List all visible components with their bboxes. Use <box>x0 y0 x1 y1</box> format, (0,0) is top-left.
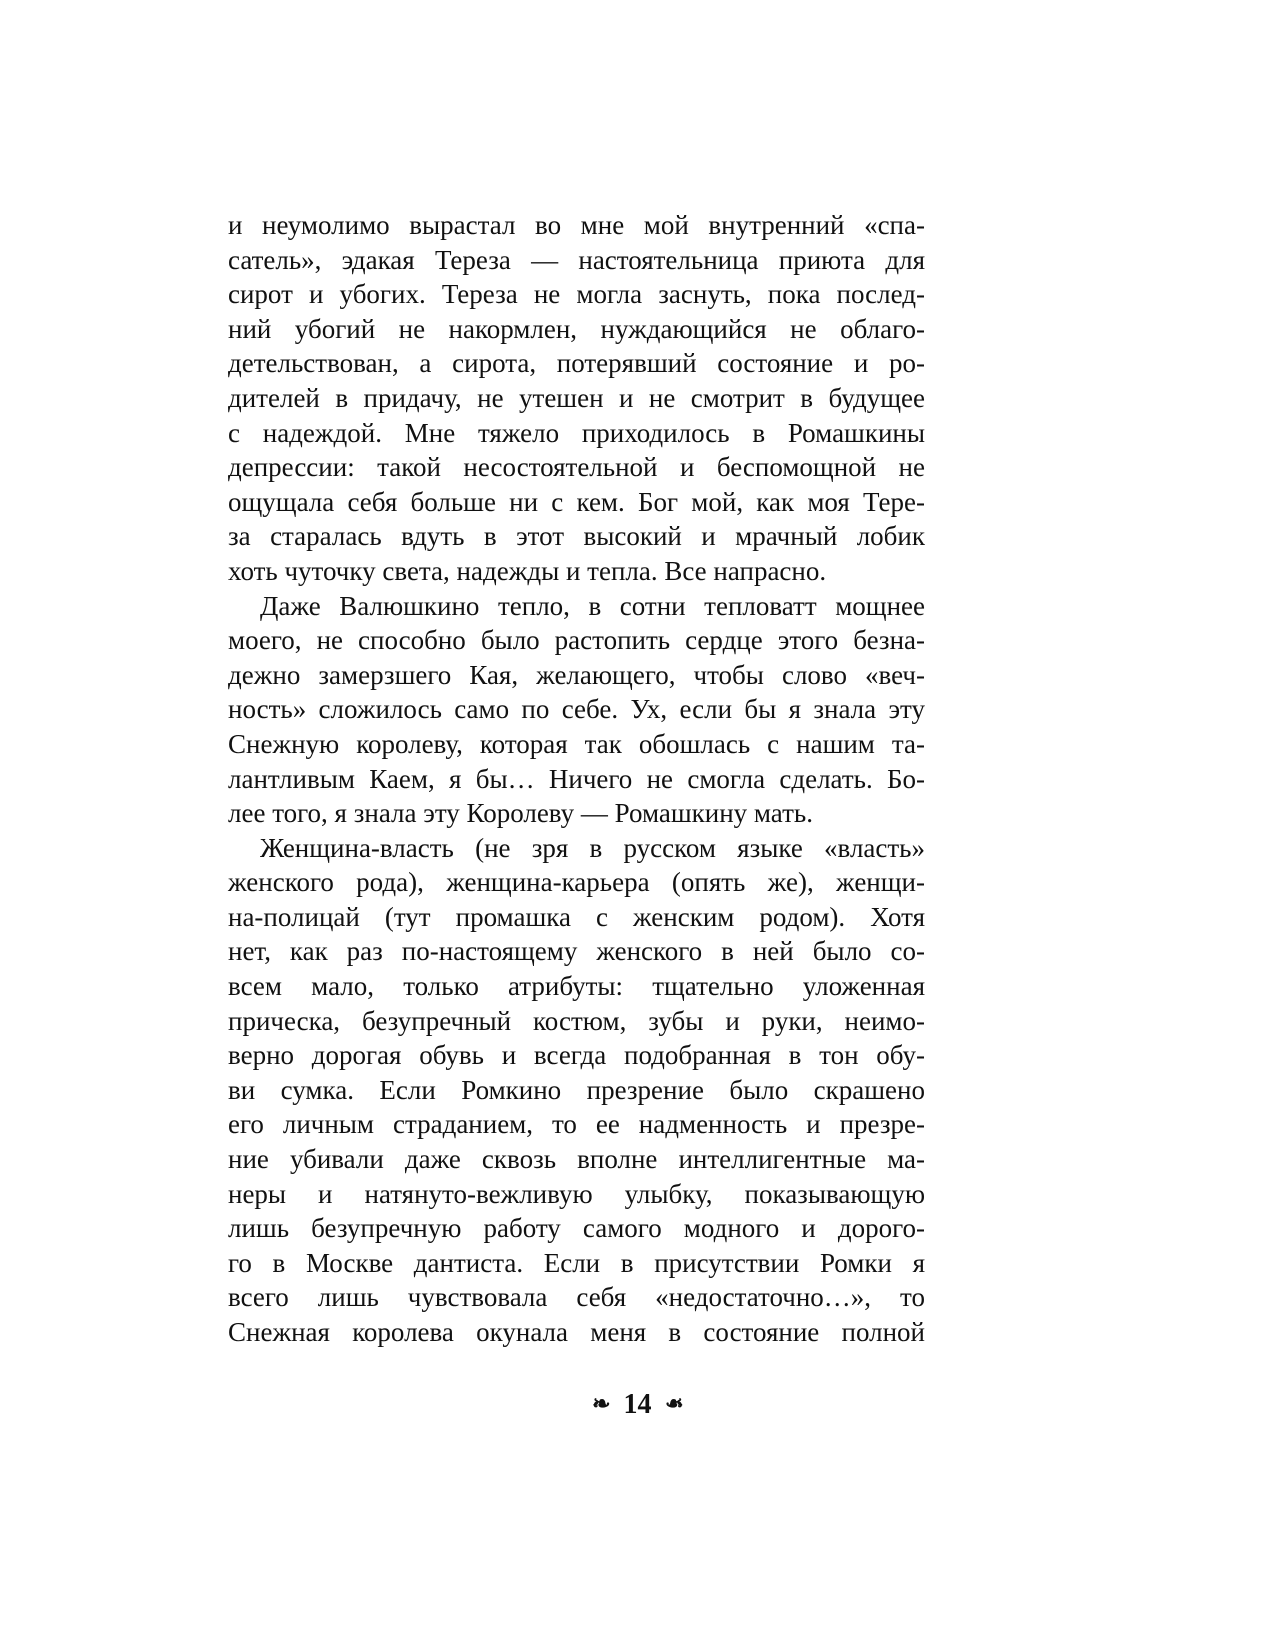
fleuron-left-icon: ❧ <box>592 1391 611 1416</box>
text-line: ность» сложилось само по себе. Ух, если бы я знала эту <box>228 694 925 725</box>
text-line: с надеждой. Мне тяжело приходилось в Ромашкины <box>228 417 925 448</box>
text-line: лее того, я знала эту Королеву — Ромашкину мать. <box>228 798 813 829</box>
page-number-footer <box>0 1386 1275 1423</box>
text-line: ви сумка. Если Ромкино презрение было скрашено <box>228 1074 925 1105</box>
text-line: сирот и убогих. Тереза не могла заснуть, пока послед- <box>228 279 925 310</box>
text-line: ний убогий не накормлен, нуждающийся не облаго- <box>228 313 925 344</box>
text-line: Снежную королеву, которая так обошлась с нашим та- <box>228 728 925 759</box>
text-line: лишь безупречную работу самого модного и дорого- <box>228 1213 925 1244</box>
text-line: лантливым Каем, я бы… Ничего не смогла сделать. Бо- <box>228 763 925 794</box>
text-line: Женщина-власть (не зря в русском языке «власть» <box>260 832 925 863</box>
text-line: всем мало, только атрибуты: тщательно уложенная <box>228 971 925 1002</box>
fleuron-right-icon: ❧ <box>664 1391 683 1416</box>
paragraph-2 <box>228 589 925 831</box>
text-line: дителей в придачу, не утешен и не смотрит в будущее <box>228 382 925 413</box>
text-line: женского рода), женщина-карьера (опять же), женщи- <box>228 867 925 898</box>
paragraph-1 <box>228 208 925 589</box>
text-line: за старалась вдуть в этот высокий и мрачный лобик <box>228 521 925 552</box>
text-line: всего лишь чувствовала себя «недостаточно…», то <box>228 1282 925 1313</box>
text-line: и неумолимо вырастал во мне мой внутренний «спа- <box>228 210 925 240</box>
book-page <box>228 208 925 1350</box>
page-number: 14 <box>623 1389 652 1420</box>
text-line: верно дорогая обувь и всегда подобранная в тон обу- <box>228 1040 925 1071</box>
text-line: моего, не способно было растопить сердце этого безна- <box>228 625 925 656</box>
text-line: депрессии: такой несостоятельной и беспомощной не <box>228 452 925 483</box>
text-line: ощущала себя больше ни с кем. Бог мой, как моя Тере- <box>228 486 925 517</box>
text-line: детельствован, а сирота, потерявший состояние и ро- <box>228 348 925 379</box>
text-line: его личным страданием, то ее надменность и презре- <box>228 1109 925 1140</box>
text-line: сатель», эдакая Тереза — настоятельница приюта для <box>228 244 925 275</box>
text-line: хоть чуточку света, надежды и тепла. Все напрасно. <box>228 555 827 586</box>
text-line: нет, как раз по-настоящему женского в ней было со- <box>228 936 925 967</box>
text-line: неры и натянуто-вежливую улыбку, показывающую <box>228 1178 925 1209</box>
body-text <box>228 208 925 1350</box>
text-line: Снежная королева окунала меня в состояние полной <box>228 1317 925 1347</box>
text-line: на-полицай (тут промашка с женским родом). Хотя <box>228 901 925 932</box>
paragraph-3 <box>228 831 925 1350</box>
text-line: прическа, безупречный костюм, зубы и руки, неимо- <box>228 1005 925 1036</box>
text-line: дежно замерзшего Кая, желающего, чтобы слово «веч- <box>228 659 925 690</box>
text-line: го в Москве дантиста. Если в присутствии Ромки я <box>228 1247 925 1278</box>
text-line: ние убивали даже сквозь вполне интеллигентные ма- <box>228 1144 925 1175</box>
text-line: Даже Валюшкино тепло, в сотни тепловатт мощнее <box>260 590 925 621</box>
